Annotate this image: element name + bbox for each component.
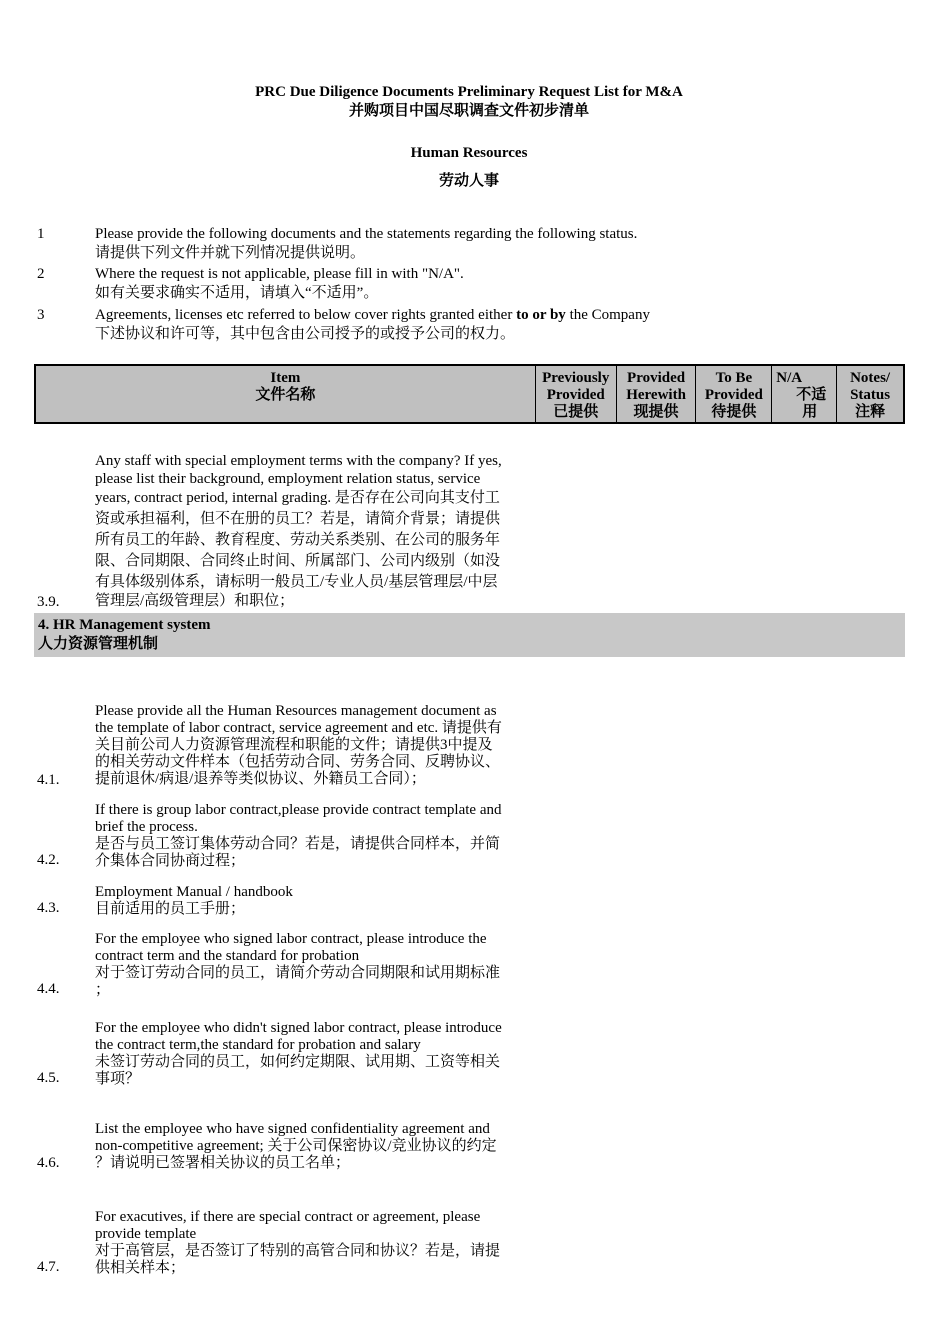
note-number: 3 — [37, 307, 45, 323]
row-number: 4.3. — [37, 900, 60, 916]
row-line: ； — [95, 982, 111, 998]
row-line: 是否与员工签订集体劳动合同？若是，请提供合同样本，并简 — [95, 836, 501, 852]
row-number: 4.1. — [37, 772, 60, 788]
row-line: 对于高管层，是否签订了特别的高管合同和协议？若是，请提 — [95, 1243, 501, 1259]
row-line: 供相关样本； — [95, 1260, 186, 1276]
note-number: 1 — [37, 226, 45, 242]
header-label: To Be — [715, 370, 753, 386]
row-line: 有具体级别体系，请标明一般员工/专业人员/基层管理层/中层 — [95, 574, 498, 590]
row-line: Please provide all the Human Resources management document as — [95, 703, 497, 719]
header-label: Status — [850, 387, 891, 403]
row-number: 4.7. — [37, 1259, 60, 1275]
row-number: 4.4. — [37, 981, 60, 997]
note-text-cn: 下述协议和许可等，其中包含由公司授予的或授予公司的权力。 — [95, 326, 516, 342]
header-to-be-provided — [696, 366, 772, 422]
row-text — [95, 453, 535, 610]
row-number: 4.6. — [37, 1155, 60, 1171]
row-text — [95, 931, 535, 999]
header-label: 现提供 — [633, 404, 679, 420]
row-line: 未签订劳动合同的员工，如何约定期限、试用期、工资等相关 — [95, 1054, 501, 1070]
header-label: Notes/ — [850, 370, 891, 386]
table-row — [37, 453, 905, 611]
table-header — [34, 364, 905, 424]
note-text-cn: 请提供下列文件并就下列情况提供说明。 — [95, 245, 366, 261]
header-label: Provided — [704, 387, 763, 403]
row-text — [95, 1020, 535, 1088]
row-line: 对于签订劳动合同的员工，请简介劳动合同期限和试用期标准 — [95, 965, 501, 981]
header-label: Herewith — [626, 387, 686, 403]
row-line: 所有员工的年龄、教育程度、劳动关系类别、在公司的服务年 — [95, 532, 501, 548]
row-line: 事项？ — [95, 1071, 141, 1087]
row-line: the contract term,the standard for probation and salary — [95, 1037, 421, 1053]
row-line: If there is group labor contract,please provide contract template and — [95, 802, 502, 818]
note-number: 2 — [37, 266, 45, 282]
header-label: N/A — [776, 370, 803, 386]
header-previously-provided — [536, 366, 617, 422]
row-text — [95, 884, 535, 918]
document-title-en: PRC Due Diligence Documents Preliminary Request List for M&A — [255, 84, 683, 100]
row-line: ？请说明已签署相关协议的员工名单； — [95, 1155, 351, 1171]
row-line: 关目前公司人力资源管理流程和职能的文件；请提供3中提及 — [95, 737, 493, 753]
row-line: 管理层/高级管理层）和职位； — [95, 593, 295, 609]
header-label: 不适 — [796, 387, 827, 403]
row-line: For exacutives, if there are special contract or agreement, please — [95, 1209, 481, 1225]
section-header-en: 4. HR Management system — [38, 617, 211, 633]
row-line: contract term and the standard for probation — [95, 948, 360, 964]
header-label: Previously — [542, 370, 610, 386]
row-line: non-competitive agreement; 关于公司保密协议/竞业协议的约定 — [95, 1138, 497, 1154]
row-number: 4.5. — [37, 1070, 60, 1086]
row-text — [95, 1121, 535, 1172]
row-text — [95, 802, 535, 870]
header-notes-status — [837, 366, 903, 422]
row-line: For the employee who didn't signed labor contract, please introduce — [95, 1020, 502, 1036]
row-line: 的相关劳动文件样本（包括劳动合同、劳务合同、反聘协议、 — [95, 754, 501, 770]
row-line: please list their background, employment relation status, service — [95, 470, 481, 487]
row-line: 限、合同期限、合同终止时间、所属部门、公司内级别（如没 — [95, 553, 501, 569]
row-number: 3.9. — [37, 594, 60, 610]
row-number: 4.2. — [37, 852, 60, 868]
header-label: 用 — [802, 404, 818, 420]
note-text-en — [95, 306, 895, 325]
header-label: Provided — [627, 370, 686, 386]
section-header-cn: 人力资源管理机制 — [38, 636, 159, 652]
section-title-en: Human Resources — [410, 145, 528, 161]
row-line: the template of labor contract, service agreement and etc. 请提供有 — [95, 720, 502, 736]
note-text — [95, 225, 895, 263]
row-line: 资或承担福利，但不在册的员工？若是，请简介背景；请提供 — [95, 511, 501, 527]
note-text — [95, 265, 895, 303]
row-line: provide template — [95, 1226, 197, 1242]
row-text — [95, 703, 535, 788]
header-item-en: Item — [270, 370, 301, 386]
header-not-applicable — [772, 366, 837, 422]
row-line: Any staff with special employment terms with the company? If yes, — [95, 453, 502, 469]
row-line: List the employee who have signed confidentiality agreement and — [95, 1121, 490, 1137]
header-item — [36, 366, 536, 422]
note-text-en-part: Agreements, licenses etc referred to below cover rights granted either — [95, 307, 517, 323]
header-label: 待提供 — [711, 404, 757, 420]
section-title-cn: 劳动人事 — [438, 173, 499, 189]
row-line: For the employee who signed labor contract, please introduce the — [95, 931, 487, 947]
row-line: 提前退休/病退/退养等类似协议、外籍员工合同）； — [95, 771, 426, 787]
note-text-cn: 如有关要求确实不适用，请填入“不适用”。 — [95, 285, 379, 301]
row-line: Employment Manual / handbook — [95, 884, 293, 900]
row-line: brief the process. — [95, 819, 198, 835]
row-text — [95, 1209, 535, 1277]
note-text — [95, 306, 895, 344]
header-provided-herewith — [617, 366, 697, 422]
note-text-en: Please provide the following documents and the statements regarding the following status. — [95, 226, 638, 242]
row-line: years, contract period, internal grading. 是否存在公司向其支付工 — [95, 490, 500, 506]
document-title-cn: 并购项目中国尽职调查文件初步清单 — [348, 103, 589, 119]
note-text-en: Where the request is not applicable, please fill in with "N/A". — [95, 266, 464, 282]
section-header — [34, 613, 905, 657]
note-text-en-part: the Company — [565, 307, 650, 323]
header-item-cn: 文件名称 — [255, 387, 316, 403]
header-label: Provided — [546, 387, 605, 403]
row-line: 介集体合同协商过程； — [95, 853, 246, 869]
row-line: 目前适用的员工手册； — [95, 901, 246, 917]
header-label: 注释 — [855, 404, 886, 420]
header-label: 已提供 — [553, 404, 599, 420]
note-text-en-bold: to or by — [516, 307, 566, 323]
